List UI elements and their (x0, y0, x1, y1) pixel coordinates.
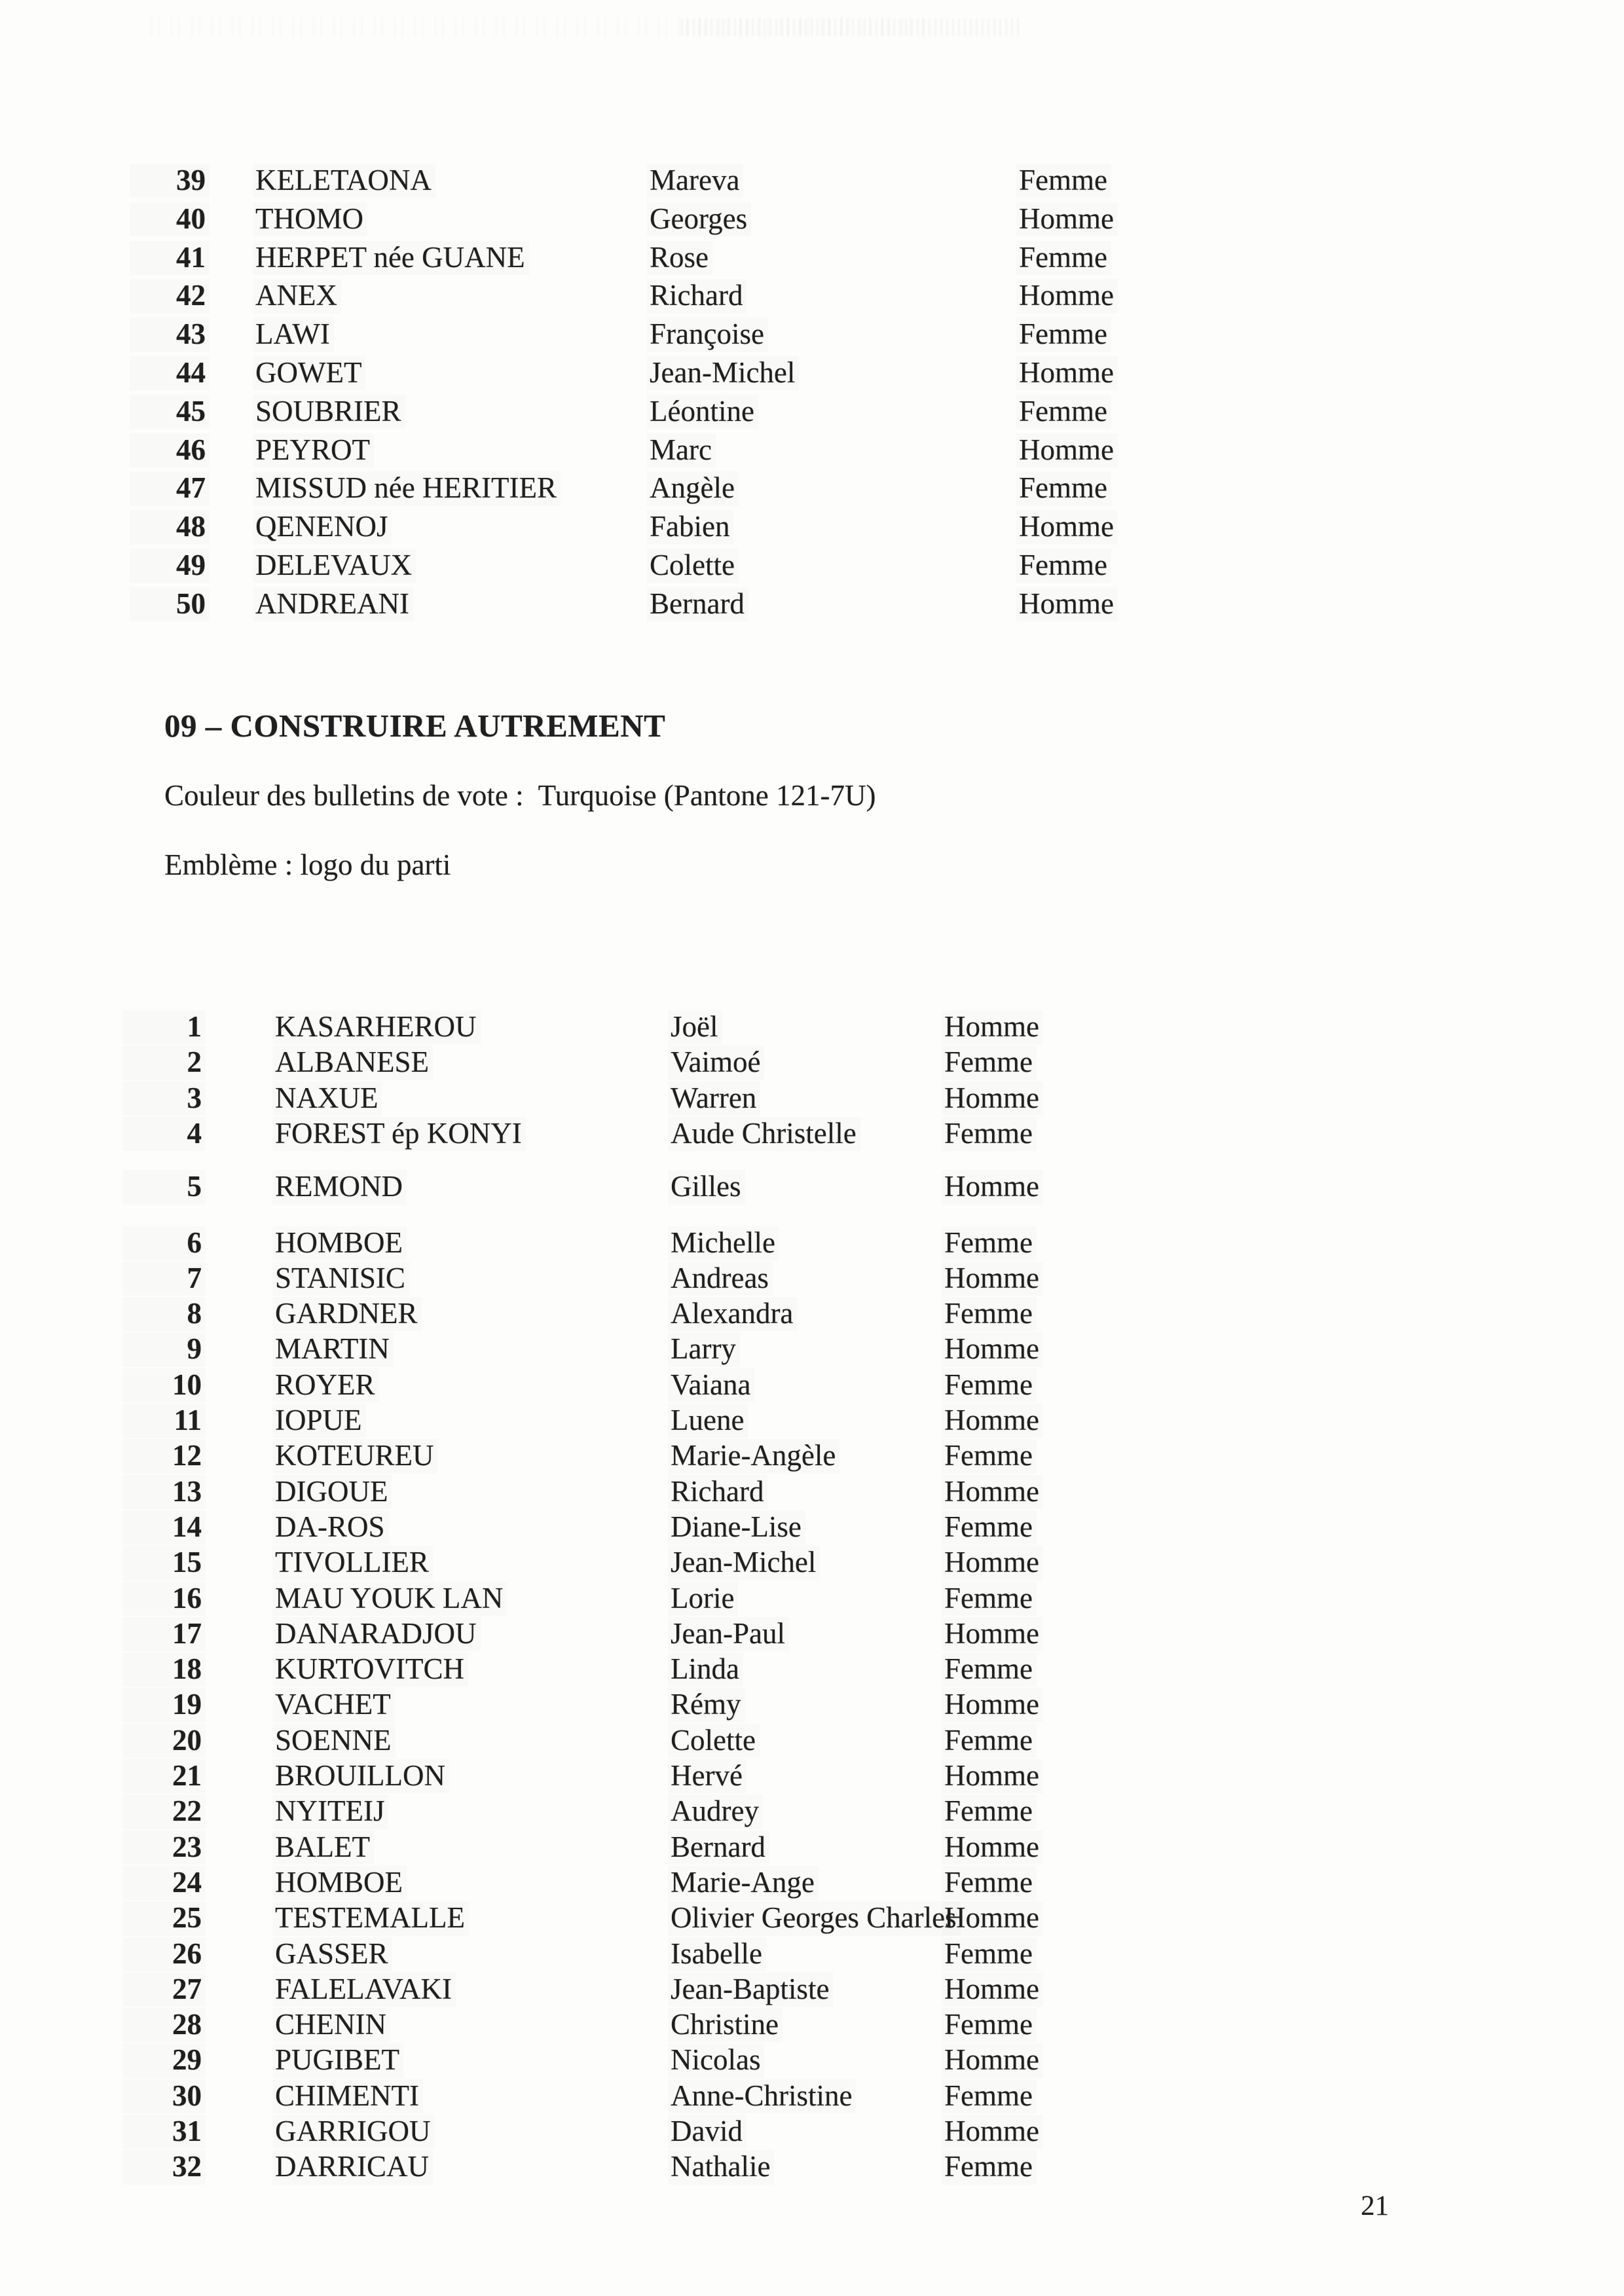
first-name-cell: Luene (668, 1404, 748, 1438)
surname-cell: NYITEIJ (272, 1795, 388, 1829)
rank-cell: 46 (130, 433, 210, 467)
first-name-cell: Rose (647, 241, 712, 275)
ballot-color-line (164, 779, 876, 813)
surname-cell: DARRICAU (272, 2150, 433, 2184)
surname-cell: NAXUE (272, 1082, 382, 1116)
first-name-cell: Mareva (647, 164, 743, 198)
first-name-cell: Richard (647, 279, 747, 313)
first-name-cell: Jean-Baptiste (668, 1973, 833, 2007)
first-name-cell: Colette (668, 1724, 760, 1758)
candidate-row (0, 1439, 1624, 1473)
gender-cell: Femme (1016, 471, 1111, 505)
surname-cell: SOUBRIER (253, 395, 405, 429)
candidate-row (0, 1831, 1624, 1865)
candidate-row (0, 433, 1624, 467)
gender-cell: Homme (942, 1617, 1043, 1651)
surname-cell: GARRIGOU (272, 2115, 435, 2149)
rank-cell: 23 (123, 1831, 206, 1865)
rank-cell: 8 (123, 1297, 206, 1331)
surname-cell: CHENIN (272, 2008, 390, 2042)
gender-cell: Femme (942, 2079, 1037, 2113)
rank-cell: 45 (130, 395, 210, 429)
surname-cell: IOPUE (272, 1404, 366, 1438)
first-name-cell: Lorie (668, 1582, 738, 1616)
surname-cell: ALBANESE (272, 1046, 433, 1080)
rank-cell: 15 (123, 1546, 206, 1580)
gender-cell: Femme (942, 2008, 1037, 2042)
rank-cell: 11 (123, 1404, 206, 1438)
candidate-row (0, 2008, 1624, 2042)
candidate-row (0, 1652, 1624, 1686)
first-name-cell: Jean-Michel (647, 356, 799, 390)
rank-cell: 21 (123, 1759, 206, 1793)
surname-cell: MARTIN (272, 1332, 394, 1366)
rank-cell: 4 (123, 1117, 206, 1151)
first-name-cell: Michelle (668, 1226, 779, 1260)
gender-cell: Homme (1016, 202, 1118, 236)
surname-cell: CHIMENTI (272, 2079, 423, 2113)
candidate-row (0, 510, 1624, 544)
surname-cell: ANDREANI (253, 587, 413, 621)
surname-cell: KURTOVITCH (272, 1652, 468, 1686)
first-name-cell: Jean-Michel (668, 1546, 820, 1580)
rank-cell: 14 (123, 1510, 206, 1544)
rank-cell: 6 (123, 1226, 206, 1260)
candidate-row (0, 1262, 1624, 1296)
candidate-row (0, 2079, 1624, 2113)
gender-cell: Femme (942, 1117, 1037, 1151)
rank-cell: 10 (123, 1368, 206, 1402)
surname-cell: TESTEMALLE (272, 1901, 469, 1935)
rank-cell: 44 (130, 356, 210, 390)
scan-artifact (681, 18, 1022, 37)
candidate-row (0, 318, 1624, 352)
candidate-row (0, 164, 1624, 198)
first-name-cell: Vaimoé (668, 1046, 764, 1080)
rank-cell: 42 (130, 279, 210, 313)
gender-cell: Femme (942, 1046, 1037, 1080)
candidate-row (0, 279, 1624, 313)
gender-cell: Homme (1016, 510, 1118, 544)
first-name-cell: Bernard (668, 1831, 769, 1865)
gender-cell: Homme (1016, 279, 1118, 313)
gender-cell: Femme (942, 1226, 1037, 1260)
surname-cell: QENENOJ (253, 510, 392, 544)
gender-cell: Homme (942, 2043, 1043, 2077)
emblem-line: Emblème : logo du parti (164, 848, 451, 881)
rank-cell: 13 (123, 1475, 206, 1509)
surname-cell: KOTEUREU (272, 1439, 437, 1473)
rank-cell: 31 (123, 2115, 206, 2149)
gender-cell: Homme (942, 1082, 1043, 1116)
surname-cell: TIVOLLIER (272, 1546, 433, 1580)
candidate-row (0, 202, 1624, 236)
surname-cell: BALET (272, 1831, 374, 1865)
surname-cell: PUGIBET (272, 2043, 403, 2077)
first-name-cell: Marie-Angèle (668, 1439, 840, 1473)
rank-cell: 47 (130, 471, 210, 505)
first-name-cell: Angèle (647, 471, 739, 505)
gender-cell: Homme (942, 1831, 1043, 1865)
candidate-row (0, 1901, 1624, 1935)
gender-cell: Homme (942, 1973, 1043, 2007)
first-name-cell: Nicolas (668, 2043, 764, 2077)
gender-cell: Homme (942, 1404, 1043, 1438)
rank-cell: 18 (123, 1652, 206, 1686)
first-name-cell: Diane-Lise (668, 1510, 805, 1544)
rank-cell: 22 (123, 1795, 206, 1829)
first-name-cell: Alexandra (668, 1297, 797, 1331)
ballot-color-value: Turquoise (Pantone 121-7U) (538, 779, 876, 812)
gender-cell: Homme (942, 1901, 1043, 1935)
candidate-row (0, 1724, 1624, 1758)
first-name-cell: Christine (668, 2008, 783, 2042)
candidate-row (0, 1937, 1624, 1971)
rank-cell: 12 (123, 1439, 206, 1473)
rank-cell: 29 (123, 2043, 206, 2077)
surname-cell: SOENNE (272, 1724, 396, 1758)
rank-cell: 43 (130, 318, 210, 352)
surname-cell: MISSUD née HERITIER (253, 471, 561, 505)
first-name-cell: Warren (668, 1082, 760, 1116)
candidate-row (0, 1082, 1624, 1116)
surname-cell: KELETAONA (253, 164, 435, 198)
first-name-cell: Nathalie (668, 2150, 774, 2184)
ballot-color-label: Couleur des bulletins de vote : (164, 779, 524, 812)
candidate-row (0, 2150, 1624, 2184)
candidate-row (0, 1226, 1624, 1260)
gender-cell: Homme (942, 1546, 1043, 1580)
candidate-row (0, 1332, 1624, 1366)
page-number: 21 (1361, 2191, 1389, 2221)
candidate-row (0, 2043, 1624, 2077)
surname-cell: HOMBOE (272, 1866, 407, 1900)
candidate-row (0, 356, 1624, 390)
gender-cell: Homme (942, 1262, 1043, 1296)
first-name-cell: Joël (668, 1010, 722, 1044)
rank-cell: 7 (123, 1262, 206, 1296)
gender-cell: Femme (1016, 549, 1111, 583)
candidate-row (0, 1404, 1624, 1438)
gender-cell: Homme (942, 1170, 1043, 1204)
gender-cell: Homme (942, 2115, 1043, 2149)
first-name-cell: Anne-Christine (668, 2079, 856, 2113)
candidate-row (0, 1688, 1624, 1722)
surname-cell: REMOND (272, 1170, 407, 1204)
rank-cell: 1 (123, 1010, 206, 1044)
first-name-cell: David (668, 2115, 747, 2149)
first-name-cell: Georges (647, 202, 751, 236)
candidate-row (0, 241, 1624, 275)
first-name-cell: Colette (647, 549, 739, 583)
gender-cell: Homme (942, 1010, 1043, 1044)
candidate-row (0, 1010, 1624, 1044)
rank-cell: 50 (130, 587, 210, 621)
first-name-cell: Gilles (668, 1170, 745, 1204)
surname-cell: ANEX (253, 279, 341, 313)
rank-cell: 48 (130, 510, 210, 544)
surname-cell: GOWET (253, 356, 365, 390)
rank-cell: 3 (123, 1082, 206, 1116)
surname-cell: ROYER (272, 1368, 379, 1402)
first-name-cell: Léontine (647, 395, 758, 429)
candidate-row (0, 2115, 1624, 2149)
first-name-cell: Linda (668, 1652, 743, 1686)
candidate-row (0, 1759, 1624, 1793)
first-name-cell: Audrey (668, 1795, 763, 1829)
first-name-cell: Aude Christelle (668, 1117, 860, 1151)
surname-cell: HERPET née GUANE (253, 241, 529, 275)
rank-cell: 16 (123, 1582, 206, 1616)
gender-cell: Femme (942, 1724, 1037, 1758)
rank-cell: 26 (123, 1937, 206, 1971)
rank-cell: 25 (123, 1901, 206, 1935)
surname-cell: THOMO (253, 202, 367, 236)
candidate-row (0, 1117, 1624, 1151)
surname-cell: DANARADJOU (272, 1617, 481, 1651)
rank-cell: 40 (130, 202, 210, 236)
rank-cell: 41 (130, 241, 210, 275)
rank-cell: 30 (123, 2079, 206, 2113)
surname-cell: DA-ROS (272, 1510, 389, 1544)
first-name-cell: Marc (647, 433, 716, 467)
candidate-row (0, 1582, 1624, 1616)
candidate-row (0, 471, 1624, 505)
first-name-cell: Richard (668, 1475, 767, 1509)
gender-cell: Femme (942, 1510, 1037, 1544)
candidate-row (0, 549, 1624, 583)
gender-cell: Homme (942, 1759, 1043, 1793)
first-name-cell: Françoise (647, 318, 768, 352)
candidate-row (0, 1297, 1624, 1331)
rank-cell: 28 (123, 2008, 206, 2042)
rank-cell: 17 (123, 1617, 206, 1651)
first-name-cell: Fabien (647, 510, 733, 544)
gender-cell: Femme (942, 1297, 1037, 1331)
gender-cell: Femme (942, 1582, 1037, 1616)
party-section-heading: 09 – CONSTRUIRE AUTREMENT (164, 708, 666, 744)
surname-cell: FALELAVAKI (272, 1973, 456, 2007)
first-name-cell: Marie-Ange (668, 1866, 819, 1900)
rank-cell: 27 (123, 1973, 206, 2007)
gender-cell: Femme (942, 1652, 1037, 1686)
gender-cell: Femme (1016, 164, 1111, 198)
surname-cell: KASARHEROU (272, 1010, 481, 1044)
candidate-row (0, 1973, 1624, 2007)
candidate-row (0, 1170, 1624, 1204)
rank-cell: 32 (123, 2150, 206, 2184)
first-name-cell: Rémy (668, 1688, 745, 1722)
candidate-row (0, 587, 1624, 621)
gender-cell: Homme (942, 1332, 1043, 1366)
rank-cell: 24 (123, 1866, 206, 1900)
surname-cell: DIGOUE (272, 1475, 392, 1509)
surname-cell: MAU YOUK LAN (272, 1582, 507, 1616)
first-name-cell: Vaiana (668, 1368, 754, 1402)
first-name-cell: Andreas (668, 1262, 773, 1296)
gender-cell: Homme (1016, 433, 1118, 467)
surname-cell: GASSER (272, 1937, 392, 1971)
gender-cell: Femme (1016, 241, 1111, 275)
surname-cell: BROUILLON (272, 1759, 449, 1793)
candidate-row (0, 1475, 1624, 1509)
surname-cell: STANISIC (272, 1262, 409, 1296)
gender-cell: Femme (942, 2150, 1037, 2184)
gender-cell: Femme (942, 1439, 1037, 1473)
rank-cell: 19 (123, 1688, 206, 1722)
gender-cell: Femme (942, 1368, 1037, 1402)
rank-cell: 2 (123, 1046, 206, 1080)
rank-cell: 5 (123, 1170, 206, 1204)
gender-cell: Homme (942, 1475, 1043, 1509)
rank-cell: 20 (123, 1724, 206, 1758)
gender-cell: Femme (1016, 318, 1111, 352)
first-name-cell: Olivier Georges Charles (668, 1901, 961, 1935)
gender-cell: Femme (1016, 395, 1111, 429)
candidate-row (0, 1795, 1624, 1829)
gender-cell: Femme (942, 1937, 1037, 1971)
rank-cell: 49 (130, 549, 210, 583)
surname-cell: FOREST ép KONYI (272, 1117, 526, 1151)
gender-cell: Femme (942, 1795, 1037, 1829)
candidate-row (0, 1866, 1624, 1900)
candidate-row (0, 1510, 1624, 1544)
candidate-row (0, 1046, 1624, 1080)
candidate-row (0, 1617, 1624, 1651)
first-name-cell: Hervé (668, 1759, 747, 1793)
first-name-cell: Bernard (647, 587, 748, 621)
rank-cell: 39 (130, 164, 210, 198)
surname-cell: LAWI (253, 318, 334, 352)
rank-cell: 9 (123, 1332, 206, 1366)
first-name-cell: Isabelle (668, 1937, 766, 1971)
gender-cell: Homme (1016, 587, 1118, 621)
first-name-cell: Larry (668, 1332, 740, 1366)
surname-cell: DELEVAUX (253, 549, 416, 583)
first-name-cell: Jean-Paul (668, 1617, 789, 1651)
candidate-row (0, 1546, 1624, 1580)
surname-cell: HOMBOE (272, 1226, 407, 1260)
gender-cell: Homme (942, 1688, 1043, 1722)
candidate-row (0, 395, 1624, 429)
surname-cell: PEYROT (253, 433, 374, 467)
surname-cell: VACHET (272, 1688, 395, 1722)
gender-cell: Homme (1016, 356, 1118, 390)
candidate-row (0, 1368, 1624, 1402)
gender-cell: Femme (942, 1866, 1037, 1900)
surname-cell: GARDNER (272, 1297, 422, 1331)
